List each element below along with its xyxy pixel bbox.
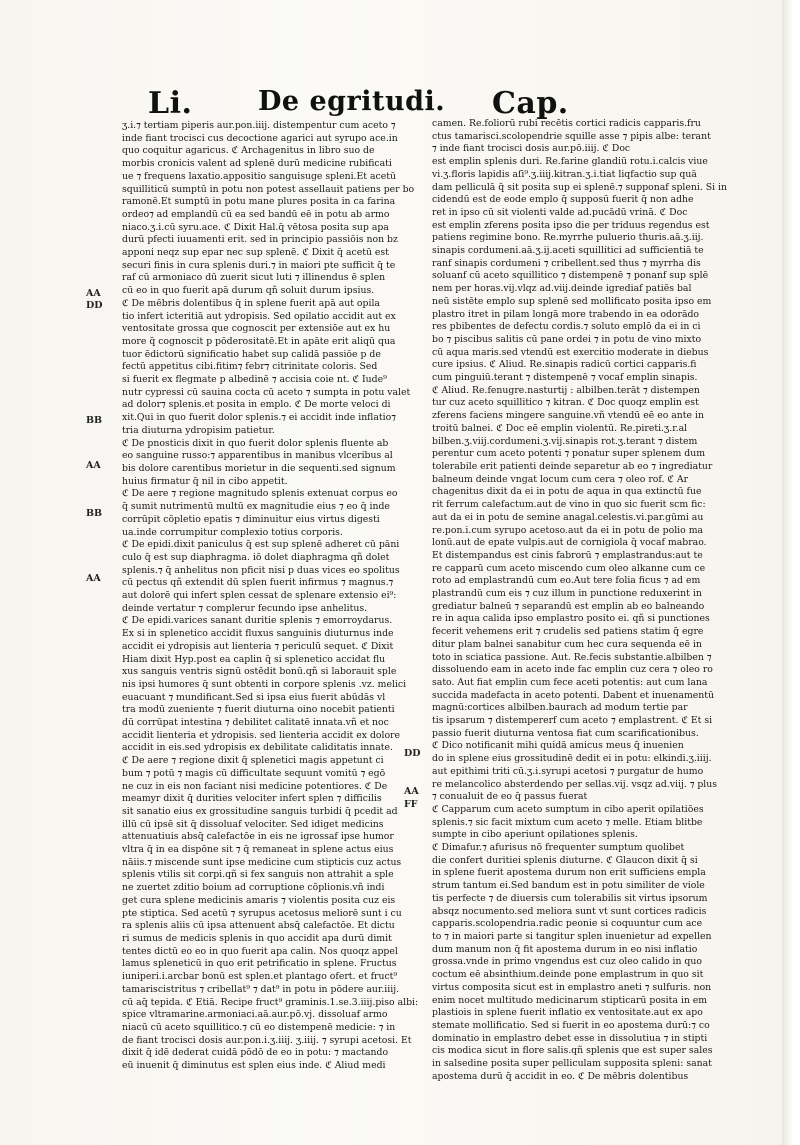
text-line: de fiant trocisci dosis aur.pon.i.ʒ.iiij. ʒ.iiij. ⁊ syrupi acetosi. Et [122, 1034, 412, 1046]
text-line: ua.inde corrumpitur complexio totius corporis. [122, 526, 343, 538]
margin-note-left: DD [86, 300, 103, 311]
text-line: die confert duritiei splenis diuturne. ℭ Glaucon dixit q̄ si [432, 854, 698, 866]
text-line: ra splenis aliis cū ipsa attenuent absq̄ calefactōe. Et dictu [122, 920, 395, 932]
text-line: Ex si in splenetico accidit fluxus sanguinis diuturnus inde [122, 628, 394, 640]
text-line: ʒ.i.⁊ tertiam piperis aur.pon.iiij. distempentur cum aceto ⁊ [122, 120, 396, 131]
text-line: tis perfecte ⁊ de diuersis cum tolerabilis sit virtus ipsorum [432, 892, 708, 904]
text-column-right [432, 118, 727, 1083]
text-line: neū sistēte emplo sup splenē sed mollificato posita ipso em [432, 295, 712, 307]
text-line: aut dolorē qui infert splen cessat de splenare extensio ei⁹: [122, 590, 397, 602]
text-line: plastro itret in pilam longā more trabendo in ea odorādo [432, 308, 700, 320]
text-line: tur cuz aceto squillitico ⁊ kitran. ℭ Doc quoqz emplin est [432, 397, 699, 409]
text-line: ctus tamarisci.scolopendrie squille asse ⁊ pipis albe: terant [432, 130, 711, 142]
text-line: ℭ De epidi.dixit paniculus q̄ est sup splenē adheret cū pāni [122, 539, 400, 551]
margin-note-left: AA [86, 288, 101, 299]
text-line: splenis vtilis sit corpi.qñ si fex sanguis non attrahit a sple [122, 869, 394, 881]
text-line: securi finis in cura splenis duri.⁊ in maiori pte sufficit q̄ te [122, 259, 396, 271]
text-line: deinde vertatur ⁊ complerur fecundo ipse anhelitus. [122, 602, 368, 614]
text-line: euacuant ⁊ mundificant.Sed si ipsa eius fuerit abūdās vl [122, 691, 386, 703]
text-line: dominatio in emplastro debet esse in dissolutiua ⁊ in stipti [432, 1032, 708, 1044]
text-line: get cura splene medicinis amaris ⁊ violentis posita cuz eis [122, 894, 396, 906]
text-line: eo sanguine russo:⁊ apparentibus in manibus vlceribus al [122, 450, 393, 462]
text-line: squilliticū sumptū in potu non potest assellauit patiens per bo [122, 183, 415, 195]
text-line: sumpte in cibo aperiunt opilationes splenis. [432, 829, 638, 841]
text-line: perentur cum aceto potenti ⁊ ponatur super splenem dum [432, 448, 706, 460]
margin-note-right: FF [404, 799, 418, 810]
text-line: bum ⁊ potū ⁊ magis cū difficultate sequunt vomitū ⁊ egō [122, 767, 386, 779]
text-line: spice vltramarine.armoniaci.aā.aur.pō.vj. dissoluaf armo [122, 1009, 388, 1021]
text-line: cum pinguiū.terant ⁊ distempenē ⁊ vocaf emplin sinapis. [432, 372, 698, 384]
text-line: ventositate grossa que cognoscit per extensiōe aut ex hu [122, 323, 391, 335]
text-line: chagenitus dixit da ei in potu de aqua in qua extinctū fue [432, 486, 702, 498]
text-line: tentes dictū eo eo in quo fuerit apa calin. Nos quoqz appel [122, 945, 398, 957]
text-line: niacū cū aceto squillitico.⁊ cū eo distempenē medicie: ⁊ in [122, 1021, 396, 1033]
text-line: ℭ Dimafur.⁊ afurisus nō frequenter sumptum quolibet [432, 842, 685, 854]
heading-title: De egritudi. [258, 86, 446, 117]
text-line: ⁊ conualuit de eo q̄ passus fuerat [432, 791, 588, 803]
text-line: iuniperi.i.arcbar bonū est splen.et plantago ofert. et fruct⁹ [122, 971, 398, 983]
text-line: lamus spleneticū in quo erit petrificatio in splene. Fructus [122, 958, 397, 970]
text-line: tis ipsarum ⁊ distempererf cum aceto ⁊ emplastrent. ℭ Et si [432, 715, 713, 727]
text-line: ℭ De epidi.varices sanant duritie splenis ⁊ emorroydarus. [122, 615, 393, 627]
text-line: est emplin splenis duri. Re.farine glandiū rotu.i.calcis viue [432, 156, 708, 168]
text-line: ℭ Capparum cum aceto sumptum in cibo aperit opilatiōes [432, 803, 704, 815]
text-line: re.pon.i.cum syrupo acetoso.aut da ei in potu de polio ma [432, 524, 704, 536]
text-line: inde fiant trocisci cus decoctione agarici aut syrupo ace.in [122, 132, 398, 144]
text-line: re in aqua calida ipso emplastro posito ei. qñ si punctiones [432, 613, 710, 625]
text-line: coctum eē absinthium.deinde pone emplastrum in quo sit [432, 969, 704, 981]
text-line: re capparū cum aceto miscendo cum oleo alkanne cum ce [432, 562, 706, 574]
text-line: cidendū est de eode emplo q̄ supposū fuerit q̄ non adhe [432, 194, 694, 206]
text-line: tolerabile erit patienti deinde separetur ab eo ⁊ ingrediatur [432, 460, 713, 472]
text-line: do in splene eius grossitudinē dedit ei in potu: elkindi.ʒ.iiij. [432, 753, 712, 765]
text-line: soluanf cū aceto squillitico ⁊ distempenē ⁊ ponanf sup splē [432, 270, 709, 282]
text-line: ⁊ inde fiant trocisci dosis aur.pō.iiij. ℭ Doc [432, 143, 631, 155]
text-line: plastrandū cum eis ⁊ cuz illum in punctione reduxerint in [432, 588, 702, 600]
margin-note-left: AA [86, 573, 101, 584]
text-line: sinapis cordumeni.aā.ʒ.ij.aceti squillitici ad sufficientiā te [432, 245, 704, 257]
text-line: to ⁊ in maiori parte si tangitur splen inuenietur ad expellen [432, 931, 712, 942]
text-line: nutr cypressi cū sauina cocta cū aceto ⁊ sumpta in potu valet [122, 386, 411, 398]
text-line: bis dolore carentibus morietur in die sequenti.sed signum [122, 462, 396, 474]
margin-note-left: AA [86, 460, 101, 471]
text-line: fecerit vehemens erit ⁊ crudelis sed patiens statim q̄ egre [432, 626, 704, 638]
text-line: roto ad emplastrandū cum eo.Aut tere folia ficus ⁊ ad em [432, 575, 701, 587]
text-line: patiens regimine bono. Re.myrrhe puluerio thuris.aā.ʒ.iij. [432, 232, 704, 244]
text-line: sit sanatio eius ex grossitudine sanguis turbidi q̄ pcedit ad [122, 805, 398, 817]
heading-book-number: Li. [148, 86, 193, 121]
margin-note-right: DD [404, 748, 421, 759]
text-line: dam pelliculā q̄ sit posita sup ei splenē.⁊ supponaf spleni. Si in [432, 181, 727, 193]
text-line: in salsedine posita super pelliculam supposita spleni: sanat [432, 1058, 712, 1070]
text-line: in splene fuerit apostema durum non erit sufficiens empla [432, 867, 706, 879]
margin-note-left: BB [86, 508, 103, 519]
text-line: bilben.ʒ.viij.cordumeni.ʒ.vij.sinapis rot.ʒ.terant ⁊ distem [432, 435, 698, 447]
text-line: tamariscistritus ⁊ cribellat⁹ ⁊ dat⁹ in potu in pōdere aur.iiij. [122, 983, 400, 995]
text-line: camen. Re.foliorū rubi recētis cortici radicis capparis.fru [432, 118, 701, 129]
text-line: enim nocet multitudo medicinarum stipticarū posita in em [432, 994, 708, 1006]
text-line: ad dolor⁊ splenis.et posita in emplo. ℭ De morte veloci di [122, 399, 391, 411]
text-line: toto in sciatica passione. Aut. Re.fecis substantie.albilben ⁊ [432, 651, 712, 663]
text-line: absqz nocumento.sed meliora sunt vt sunt cortices radicis [432, 905, 707, 917]
text-line: rit ferrum calefactum.aut de vino in quo sic fuerit scm fic: [432, 499, 706, 511]
text-line: ℭ De pnosticis dixit in quo fuerit dolor splenis fluente ab [122, 437, 389, 449]
text-line: res pbibentes de defectu cordis.⁊ soluto emplō da ei in ci [432, 321, 701, 333]
text-line: nāiis.⁊ miscende sunt ipse medicine cum stipticis cuz actus [122, 856, 402, 868]
text-line: dissoluendo eam in aceto inde fac emplin cuz cera ⁊ oleo ro [432, 664, 713, 676]
text-line: ℭ De mēbris dolentibus q̄ in splene fuerit apā aut opila [122, 297, 380, 309]
text-line: ue ⁊ frequens laxatio.appositio sanguisuge spleni.Et acetū [122, 170, 396, 182]
text-line: tio infert icteritiā aut ydropisis. Sed opilatio accidit aut ex [122, 310, 396, 322]
text-line: grossa.vnde in primo vngendus est cuz oleo calido in quo [432, 956, 702, 968]
text-line: lonū.aut de epate vulpis.aut de cornigiola q̄ vocaf mabrao. [432, 537, 707, 549]
text-line: cū aq̄ tepida. ℭ Etiā. Recipe fruct⁹ graminis.1.se.3.iiij.piso albi: [122, 996, 419, 1008]
text-line: accidit ei ydropisis aut lienteria ⁊ periculū sequet. ℭ Dixit [122, 640, 394, 652]
text-line: Et distempandus est cinis fabrorū ⁊ emplastrandus:aut te [432, 549, 703, 561]
text-line: cū eo in quo fuerit apā durum qñ soluit durum ipsius. [122, 285, 375, 297]
text-line: aut da ei in potu de semine anagal.celestis.vi.par.gūmi au [432, 511, 704, 523]
text-line: illū cū ipsē sit q̄ dissoluaf velociter. Sed idiget medicins [122, 818, 384, 830]
text-line: re melancolico absterdendo per sellas.vij. vsqz ad.viij. ⁊ plus [432, 778, 718, 790]
text-line: sato. Aut fiat emplin cum fece aceti potentis: aut cum lana [432, 676, 708, 688]
text-line: plastiois in splene fuerit inflatio ex ventositate.aut ex apo [432, 1007, 703, 1019]
text-line: balneum deinde vngat locum cum cera ⁊ oleo rof. ℭ Ar [432, 473, 689, 485]
text-line: meamyr dixit q̄ durities velociter infert splen ⁊ difficilis [122, 793, 382, 805]
text-line: tria diuturna ydropisim patietur. [122, 424, 275, 436]
text-line: fectū appetitus cibi.fitim⁊ febr⁊ citrinitate coloris. Sed [122, 361, 378, 373]
text-line: succida madefacta in aceto potenti. Dabent et inuenamentū [432, 689, 715, 701]
text-line: ℭ De aere ⁊ regione dixit q̄ splenetici magis appetunt ci [122, 755, 384, 767]
text-line: splenis.⁊ sic facit mixtum cum aceto ⁊ melle. Etiam blitbe [432, 816, 703, 828]
text-line: grediatur balneū ⁊ separandū est emplin ab eo balneando [432, 600, 705, 612]
text-line: dum manum non q̄ fit apostema durum in eo nisi inflatio [432, 943, 698, 955]
text-line: apponi neqz sup epar nec sup splenē. ℭ Dixit q̄ acetū est [122, 247, 389, 259]
text-line: accidit lienteria et ydropisis. sed lienteria accidit ex dolore [122, 729, 401, 741]
text-line: dixit q̄ idē dederat cuidā pōdō de eo in potu: ⁊ mactando [122, 1047, 389, 1059]
text-line: ℭ Aliud. Re.fenugre.nasturtij : albilben.terāt ⁊ distempen [432, 384, 700, 396]
text-line: xus sanguis ventris signū ostēdit bonū.qñ si laborauit sple [122, 666, 397, 678]
text-line: nem per horas.vij.vlqz ad.viij.deinde igrediaf patiēs bal [432, 283, 692, 295]
text-line: culo q̄ est sup diaphragma. iō dolet diaphragma qñ dolet [122, 551, 390, 563]
text-line: ramonē.Et sumptū in potu mane plures posita in ca farina [122, 196, 396, 208]
text-line: huius firmatur q̄ nil in cibo appetit. [122, 475, 288, 487]
text-line: aut epithimi triti cū.ʒ.i.syrupi acetosi ⁊ purgatur de humo [432, 765, 704, 777]
text-line: corrūpit cōpletio epatis ⁊ diminuitur eius virtus digesti [122, 513, 380, 525]
text-line: ditur plam balnei sanabitur cum hec cura sequenda eē in [432, 638, 702, 650]
text-line: morbis cronicis valent ad splenē durū medicine rubificati [122, 158, 392, 170]
text-line: apostema durū q̄ accidit in eo. ℭ De mēbris dolentibus [432, 1070, 689, 1082]
text-line: ne zuertet zditio boium ad corruptione cōplionis.vñ indi [122, 882, 385, 894]
text-line: pte stiptica. Sed acetū ⁊ syrupus acetosus meliorē sunt i cu [122, 907, 402, 919]
text-line: stemate mollificatio. Sed si fuerit in eo apostema durū:⁊ co [432, 1019, 710, 1031]
text-line: cū aqua maris.sed vtendū est exercitio moderate in diebus [432, 346, 709, 358]
text-line: ordeo⁊ ad emplandū cū ea sed bandū eē in potu ab armo [122, 208, 390, 220]
page-edge [782, 0, 800, 1145]
text-line: dū corrūpat intestina ⁊ debilitet calitatē innata.vñ et noc [122, 717, 389, 729]
text-line: passio fuerit diuturna ventosa fiat cum scarificationibus. [432, 727, 699, 739]
text-line: nis ipsi humores q̄ sunt obtenti in corpore splenis .vz. melici [122, 678, 407, 690]
text-line: ℭ De aere ⁊ regione magnitudo splenis extenuat corpus eo [122, 488, 398, 500]
text-line: xit.Qui in quo fuerit dolor splenis.⁊ ei accidit inde inflatio⁊ [122, 412, 396, 424]
text-line: strum tantum ei.Sed bandum est in potu similiter de viole [432, 880, 705, 892]
text-line: accidit in eis.sed ydropisis ex debilitate caliditatis innate. [122, 742, 393, 754]
text-line: ranf sinapis cordumeni ⁊ cribellent.sed thus ⁊ myrrha dis [432, 257, 701, 269]
text-line: troitū balnei. ℭ Doc eē emplin violentū. Re.pireti.ʒ.r.al [432, 422, 688, 434]
text-line: eū inuenit q̄ diminutus est splen eius inde. ℭ Aliud medi [122, 1060, 386, 1072]
text-line: cū pectus qñ extendit dū splen fuerit infirmus ⁊ magnus.⁊ [122, 577, 394, 589]
text-line: Hiam dixit Hyp.post ea caplin q̄ si splenetico accidat flu [122, 653, 386, 665]
text-line: est emplin zferens posita ipso die per triduus regendus est [432, 219, 710, 231]
text-line: niaco.ʒ.i.cū syru.ace. ℭ Dixit Hal.q̄ vētosa posita sup apa [122, 221, 389, 233]
text-line: ri sumus de medicis splenis in quo accidit apa durū dimit [122, 933, 392, 944]
text-line: bo ⁊ piscibus salitis cū pane ordei ⁊ in potu de vino mixto [432, 333, 702, 345]
text-line: capparis.scolopendria.radic peonie si coquuntur cum ace [432, 918, 703, 930]
text-line: more q̄ cognoscit p pōderositatē.Et in apāte erit aliqū qua [122, 335, 396, 347]
text-line: tuor ēdictorū significatio habet sup calidā passiōe p de [122, 348, 381, 360]
text-line: raf cū armoniaco dū zuerit sicut luti ⁊ illinendus ē splen [122, 272, 386, 284]
text-line: si fuerit ex flegmate p albedinē ⁊ accisia coie nt. ℭ Iude⁹ [122, 374, 387, 386]
text-line: vltra q̄ in ea dispōne sit ⁊ q̄ remaneat in splene actus eius [122, 844, 394, 856]
text-line: tra modū zueniente ⁊ fuerit diuturna oino nocebit patienti [122, 704, 395, 716]
text-column-left [122, 120, 419, 1073]
text-line: ℭ Dico notificanit mihi quidā amicus meus q̄ inuenien [432, 740, 684, 752]
text-line: cis modica sicut in flore salis.qñ splenis que est super sales [432, 1045, 713, 1057]
text-line: splenis.⁊ q̄ anhelitus non pficit nisi p duas vices eo spolitus [122, 564, 400, 576]
text-line: cure ipsius. ℭ Aliud. Re.sinapis radicū cortici capparis.fi [432, 359, 697, 371]
heading-chapter: Cap. [492, 86, 569, 121]
text-line: quo coquitur agaricus. ℭ Archagenitus in libro suo de [122, 145, 375, 157]
text-line: vi.ʒ.floris lapidis aſi⁹.ʒ.iiij.kitran.ʒ.i.tiat liqfactio sup quā [432, 168, 697, 180]
text-line: virtus composita sicut est in emplastro aneti ⁊ sulfuris. non [432, 981, 712, 993]
text-line: q̄ sumit nutrimentū multū ex magnitudie eius ⁊ eo q̄ inde [122, 501, 390, 513]
text-line: attenuatiuis absq̄ calefactōe in eis ne igrossaf ipse humor [122, 831, 394, 843]
margin-note-right: AA [404, 786, 419, 797]
text-line: ne cuz in eis non faciant nisi medicine potentiores. ℭ De [122, 780, 388, 792]
margin-note-left: BB [86, 415, 103, 426]
text-line: zferens faciens mingere sanguine.vñ vtendū eē eo ante in [432, 410, 704, 422]
text-line: ret in ipso cū sit violenti valde ad.pucādū vrinā. ℭ Doc [432, 206, 688, 218]
text-line: durū pfecti iuuamenti erit. sed in principio passiōis non bz [122, 234, 398, 246]
text-line: magnū:cortices albilben.baurach ad modum tertie par [432, 702, 688, 714]
